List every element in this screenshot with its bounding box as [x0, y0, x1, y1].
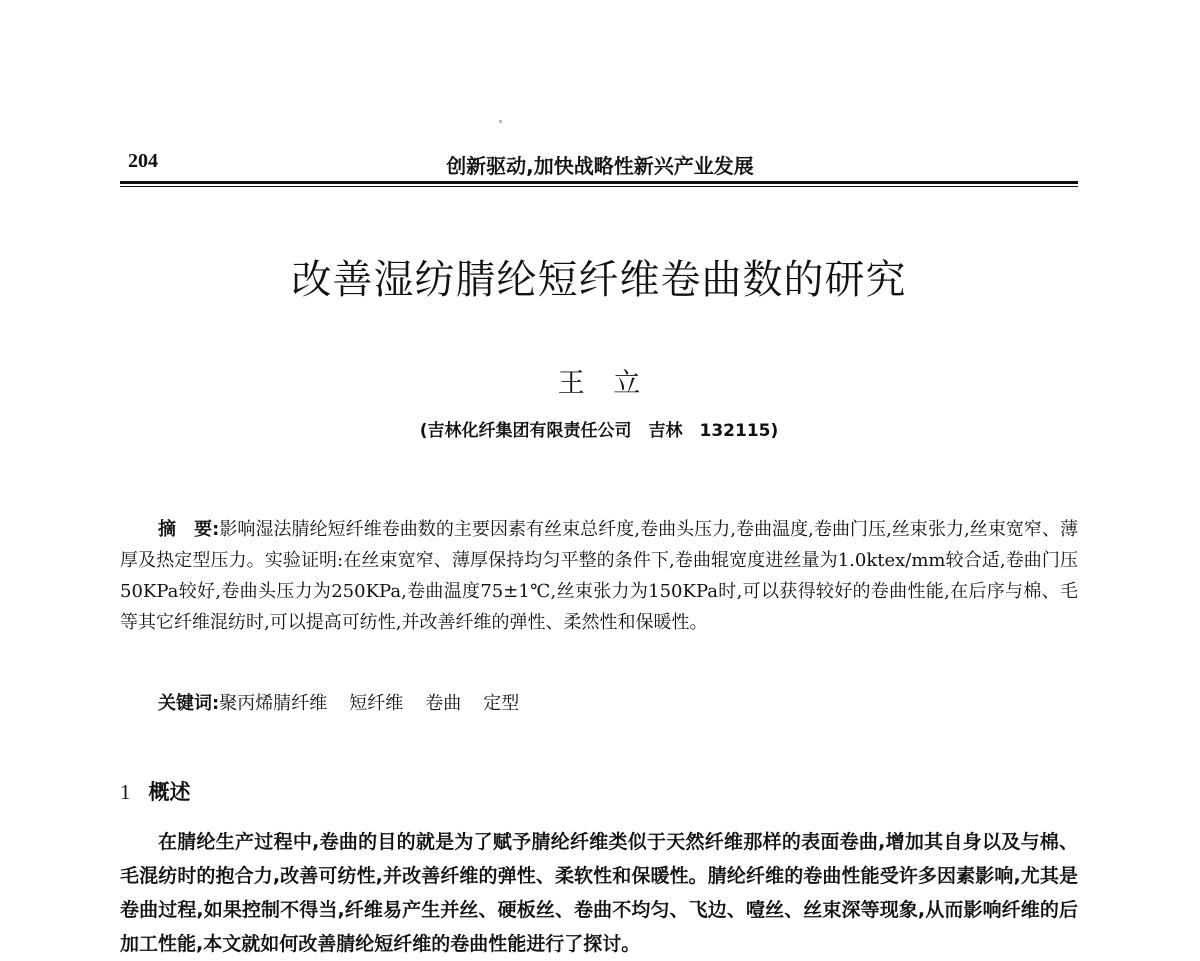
running-header [120, 148, 1080, 182]
page-number: 204 [128, 150, 158, 172]
header-rule-thick [120, 181, 1078, 184]
keyword: 定型 [483, 693, 520, 714]
body-paragraph: 在腈纶生产过程中,卷曲的目的就是为了赋予腈纶纤维类似于天然纤维那样的表面卷曲,增加其自身以及与棉、毛混纺时的抱合力,改善可纺性,并改善纤维的弹性、柔软性和保暖性。腈纶纤维的卷曲性能受许多因素影响,尤其是卷曲过程,如果控制不得当,纤维易产生并丝、硬板丝、卷曲不均匀、飞边、噎丝、丝束深等现象,从而影响纤维的后加工性能,本文就如何改善腈纶短纤维的卷曲性能进行了探讨。 [120, 831, 1078, 955]
keyword: 短纤维 [349, 693, 404, 714]
keyword: 聚丙烯腈纤维 [219, 693, 328, 714]
article-title: 改善湿纺腈纶短纤维卷曲数的研究 [291, 257, 907, 303]
scan-speck [499, 120, 502, 123]
section-number: 1 [120, 780, 131, 804]
author-name: 王 立 [557, 368, 641, 399]
header-rule-thin [120, 186, 1078, 187]
section-title: 概述 [148, 780, 191, 804]
author-affiliation: (吉林化纤集团有限责任公司 吉林 132115) [419, 421, 779, 441]
keywords-line [158, 689, 541, 715]
keyword: 卷曲 [425, 693, 462, 714]
abstract-paragraph [120, 514, 1078, 638]
abstract-text: 影响湿法腈纶短纤维卷曲数的主要因素有丝束总纤度,卷曲头压力,卷曲温度,卷曲门压,丝束张力,丝束宽窄、薄厚及热定型压力。实验证明:在丝束宽窄、薄厚保持均匀平整的条件下,卷曲辊宽度进丝量为1.0ktex/mm较合适,卷曲门压50KPa较好,卷曲头压力为250KPa,卷曲温度75±1℃,丝束张力为150KPa时,可以获得较好的卷曲性能,在后序与棉、毛等其它纤维混纺时,可以提高可纺性,并改善纤维的弹性、柔然性和保暖性。 [120, 519, 1078, 633]
keywords-label: 关键词: [158, 693, 220, 714]
abstract-label: 摘 要: [158, 519, 220, 540]
section-heading [120, 776, 191, 806]
journal-title: 创新驱动,加快战略性新兴产业发展 [446, 154, 754, 178]
